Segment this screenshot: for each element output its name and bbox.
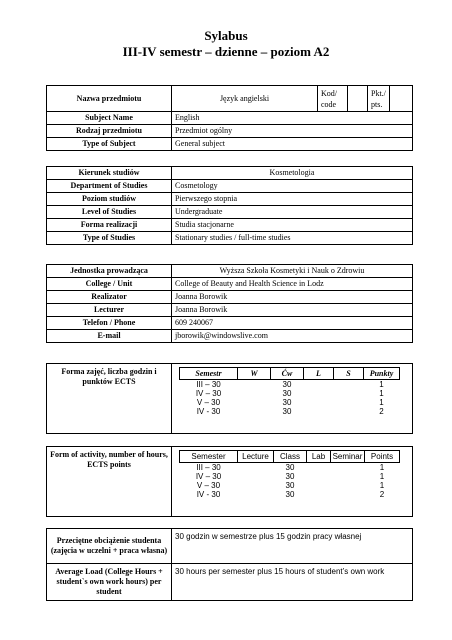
subject-name-pl-value: Język angielski — [172, 86, 318, 112]
table-row-label: Kierunek studiów — [47, 167, 172, 180]
table-row-label: Level of Studies — [47, 206, 172, 219]
cell-s — [334, 380, 364, 390]
table-row-value: Pierwszego stopnia — [172, 193, 413, 206]
cell-semester: IV – 30 — [195, 389, 222, 398]
table-row-value: 609 240067 — [172, 317, 413, 330]
table-row-label: Forma realizacji — [47, 219, 172, 232]
cell-lab — [307, 490, 331, 499]
table-row-label: Realizator — [47, 291, 172, 304]
subject-table — [46, 85, 413, 151]
cell-s — [334, 398, 364, 407]
cell-points: 2 — [379, 490, 385, 499]
column-header: L — [304, 368, 334, 380]
column-header: W — [238, 368, 271, 380]
cell-lecture — [238, 481, 274, 490]
table-row-label: Type of Subject — [47, 138, 172, 151]
column-header: Semester — [180, 451, 238, 463]
column-header: Seminar — [331, 451, 365, 463]
cell-l — [304, 407, 334, 416]
unit-table — [46, 264, 413, 343]
page-title: Sylabus — [204, 28, 248, 43]
cell-semester: IV - 30 — [196, 407, 221, 416]
table-row-value: General subject — [172, 138, 413, 151]
table-row-label: E-mail — [47, 330, 172, 343]
cell-seminar — [331, 472, 365, 481]
ects-en-label: Form of activity, number of hours, ECTS points — [47, 447, 172, 517]
cell-lecture — [238, 472, 274, 481]
column-header: S — [334, 368, 364, 380]
table-row-value: Undergraduate — [172, 206, 413, 219]
table-row — [180, 398, 400, 407]
table-row-label: Department of Studies — [47, 180, 172, 193]
cell-w — [238, 389, 271, 398]
table-row-value: Kosmetologia — [172, 167, 413, 180]
cell-lecture — [238, 490, 274, 499]
table-row-value: English — [172, 112, 413, 125]
cell-points: 1 — [379, 481, 385, 490]
table-row-value: Przedmiot ogólny — [172, 125, 413, 138]
page-subtitle: III-IV semestr – dzienne – poziom A2 — [122, 44, 330, 59]
cell-lecture — [238, 463, 274, 473]
ects-pl-label: Forma zajęć, liczba godzin i punktów ECTS — [47, 364, 172, 434]
table-row-label: Rodzaj przedmiotu — [47, 125, 172, 138]
cell-cw: 30 — [282, 389, 292, 398]
cell-semester: III – 30 — [196, 463, 221, 472]
table-row-label: Lecturer — [47, 304, 172, 317]
cell-l — [304, 380, 334, 390]
cell-s — [334, 389, 364, 398]
load-table — [46, 528, 413, 601]
table-row-label: Poziom studiów — [47, 193, 172, 206]
code-value — [348, 86, 368, 112]
table-row — [180, 380, 400, 390]
cell-class: 30 — [285, 481, 295, 490]
cell-cw: 30 — [282, 398, 292, 407]
cell-semester: III – 30 — [196, 380, 221, 389]
table-row-value: Cosmetology — [172, 180, 413, 193]
ects-en-grid — [179, 450, 400, 499]
cell-points: 2 — [379, 407, 384, 416]
ects-en-table — [46, 446, 413, 517]
column-header: Semestr — [180, 368, 238, 380]
table-row-label: Jednostka prowadząca — [47, 265, 172, 278]
column-header: Punkty — [364, 368, 400, 380]
load-pl-label: Przeciętne obciążenie studenta (zajęcia w uczelni + praca własna) — [47, 529, 172, 564]
table-row-value: Joanna Borowik — [172, 291, 413, 304]
load-en-label: Average Load (College Hours + student`s own work hours) per student — [47, 564, 172, 601]
table-row-value: Joanna Borowik — [172, 304, 413, 317]
cell-lab — [307, 463, 331, 473]
cell-seminar — [331, 490, 365, 499]
cell-points: 1 — [379, 389, 384, 398]
cell-points: 1 — [379, 463, 385, 472]
table-row — [180, 472, 400, 481]
cell-cw: 30 — [282, 407, 292, 416]
table-row-value: College of Beauty and Health Science in Lodz — [172, 278, 413, 291]
cell-seminar — [331, 481, 365, 490]
cell-class: 30 — [285, 490, 295, 499]
cell-l — [304, 398, 334, 407]
table-row — [180, 490, 400, 499]
cell-class: 30 — [285, 463, 295, 472]
cell-points: 1 — [379, 398, 384, 407]
code-label: Kod/ code — [318, 86, 348, 112]
table-row — [180, 407, 400, 416]
cell-points: 1 — [379, 472, 385, 481]
table-row-value: Stationary studies / full-time studies — [172, 232, 413, 245]
cell-semester: IV - 30 — [196, 490, 221, 499]
points-label: Pkt./ pts. — [368, 86, 390, 112]
cell-s — [334, 407, 364, 416]
cell-semester: V – 30 — [196, 481, 221, 490]
table-row — [180, 389, 400, 398]
ects-pl-grid — [179, 367, 400, 416]
points-value — [390, 86, 413, 112]
table-row-label: College / Unit — [47, 278, 172, 291]
cell-lab — [307, 481, 331, 490]
studies-table — [46, 166, 413, 245]
table-row-value: Wyższa Szkoła Kosmetyki i Nauk o Zdrowiu — [172, 265, 413, 278]
cell-l — [304, 389, 334, 398]
table-row-label: Telefon / Phone — [47, 317, 172, 330]
cell-w — [238, 407, 271, 416]
cell-cw: 30 — [282, 380, 292, 389]
cell-seminar — [331, 463, 365, 473]
table-row-value: jborowik@windowslive.com — [172, 330, 413, 343]
cell-semester: IV – 30 — [195, 472, 222, 481]
cell-points: 1 — [379, 380, 384, 389]
column-header: Lab — [307, 451, 331, 463]
column-header: Points — [365, 451, 400, 463]
column-header: Ćw — [271, 368, 304, 380]
table-row-value: Studia stacjonarne — [172, 219, 413, 232]
cell-semester: V – 30 — [196, 398, 221, 407]
table-row-label: Type of Studies — [47, 232, 172, 245]
table-row — [180, 463, 400, 473]
column-header: Lecture — [238, 451, 274, 463]
table-row — [180, 481, 400, 490]
cell-lab — [307, 472, 331, 481]
table-row-label: Subject Name — [47, 112, 172, 125]
cell-w — [238, 398, 271, 407]
column-header: Class — [274, 451, 307, 463]
load-en-value: 30 hours per semester plus 15 hours of student’s own work — [172, 564, 413, 601]
load-pl-value: 30 godzin w semestrze plus 15 godzin pracy własnej — [172, 529, 413, 564]
cell-w — [238, 380, 271, 390]
subject-name-pl-label: Nazwa przedmiotu — [47, 86, 172, 112]
cell-class: 30 — [285, 472, 295, 481]
ects-pl-table — [46, 363, 413, 434]
